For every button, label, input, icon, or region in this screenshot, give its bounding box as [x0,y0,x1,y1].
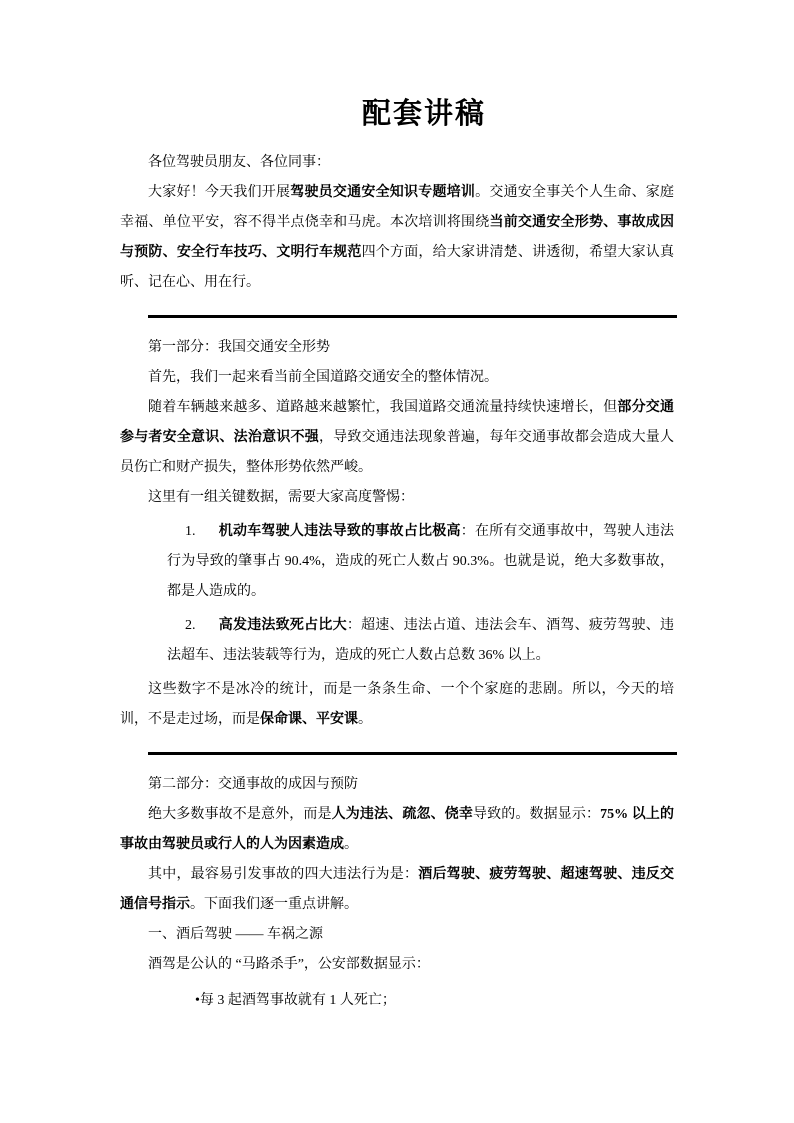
paragraph [120,950,674,980]
paragraph [120,178,674,298]
text-run: 第一部分：我国交通安全形势 [148,340,330,355]
text-run: 导致的。数据显示： [472,807,601,822]
bold-text-run: 高发违法致死占比大 [218,618,347,633]
list-number: 2. [185,618,196,633]
document-body [120,148,674,1016]
text-run: 一、酒后驾驶 —— 车祸之源 [148,927,323,942]
section-divider [148,752,677,755]
bold-text-run: 机动车驾驶人违法导致的事故占比极高 [218,524,461,539]
text-run: 。交通安全事关个人生命、家庭幸福、单位平安，容不得半点侥幸和马虎。本次培训将围绕 [120,185,675,230]
text-run: 绝大多数事故不是意外，而是 [148,807,332,822]
document-title: 配套讲稿 [361,98,486,130]
text-run: 这些数字不是冰冷的统计，而是一条条生命、一个个家庭的悲剧。所以，今天的培训，不是走过场，而是 [120,682,674,727]
numbered-item [120,517,674,607]
paragraph [120,148,674,178]
text-run: 每 3 起酒驾事故就有 1 人死亡； [199,993,396,1008]
numbered-item [120,611,674,671]
bold-text-run: 当前交通安全形势、事故成因与预防、安全行车技巧、文明行车规范 [120,215,675,260]
list-number: 1. [185,524,196,539]
text-run: 。 [344,837,358,852]
text-run: ：超速、违法占道、违法会车、酒驾、疲劳驾驶、违法超车、违法装载等行为，造成的死亡人数占总数 36% 以上。 [167,618,674,663]
text-run: 这里有一组关键数据，需要大家高度警惕： [148,490,414,505]
paragraph [120,675,674,735]
bullet-item [120,986,674,1016]
text-run: ，导致交通违法现象普遍，每年交通事故都会造成大量人员伤亡和财产损失，整体形势依然严峻。 [120,430,675,475]
paragraph [120,770,674,800]
bold-text-run: 驾驶员交通安全知识专题培训 [290,185,476,200]
section-divider [148,315,677,318]
paragraph [120,860,674,920]
paragraph [120,333,674,363]
text-run: 各位驾驶员朋友、各位同事： [148,155,330,170]
bullet-icon: • [195,993,200,1008]
bold-text-run: 酒后驾驶、疲劳驾驶、超速驾驶、违反交通信号指示 [120,867,675,912]
text-run: 。下面我们逐一重点讲解。 [190,897,358,912]
text-run: 首先，我们一起来看当前全国道路交通安全的整体情况。 [148,370,498,385]
text-run: 第二部分：交通事故的成因与预防 [148,777,358,792]
text-run: ：在所有交通事故中，驾驶人违法行为导致的肇事占 90.4%，造成的死亡人数占 90.3%。也就是说，绝大多数事故，都是人造成的。 [167,524,674,599]
paragraph [120,393,674,483]
bold-text-run: 75% 以上的事故由驾驶员或行人的人为因素造成 [120,807,675,852]
text-run: 。 [358,712,372,727]
bold-text-run: 保命课、平安课 [260,712,358,727]
text-run: 大家好！今天我们开展 [148,185,291,200]
text-run: 四个方面，给大家讲清楚、讲透彻，希望大家认真听、记在心、用在行。 [120,245,674,290]
text-run: 其中，最容易引发事故的四大违法行为是： [148,867,419,882]
paragraph [120,800,674,860]
paragraph [120,483,674,513]
paragraph [120,363,674,393]
bold-text-run: 人为违法、疏忽、侥幸 [331,807,473,822]
text-run: 酒驾是公认的 “马路杀手”，公安部数据显示： [148,957,430,972]
paragraph [120,920,674,950]
text-run: 随着车辆越来越多、道路越来越繁忙，我国道路交通流量持续快速增长，但 [148,400,618,415]
bold-text-run: 部分交通参与者安全意识、法治意识不强 [120,400,675,445]
